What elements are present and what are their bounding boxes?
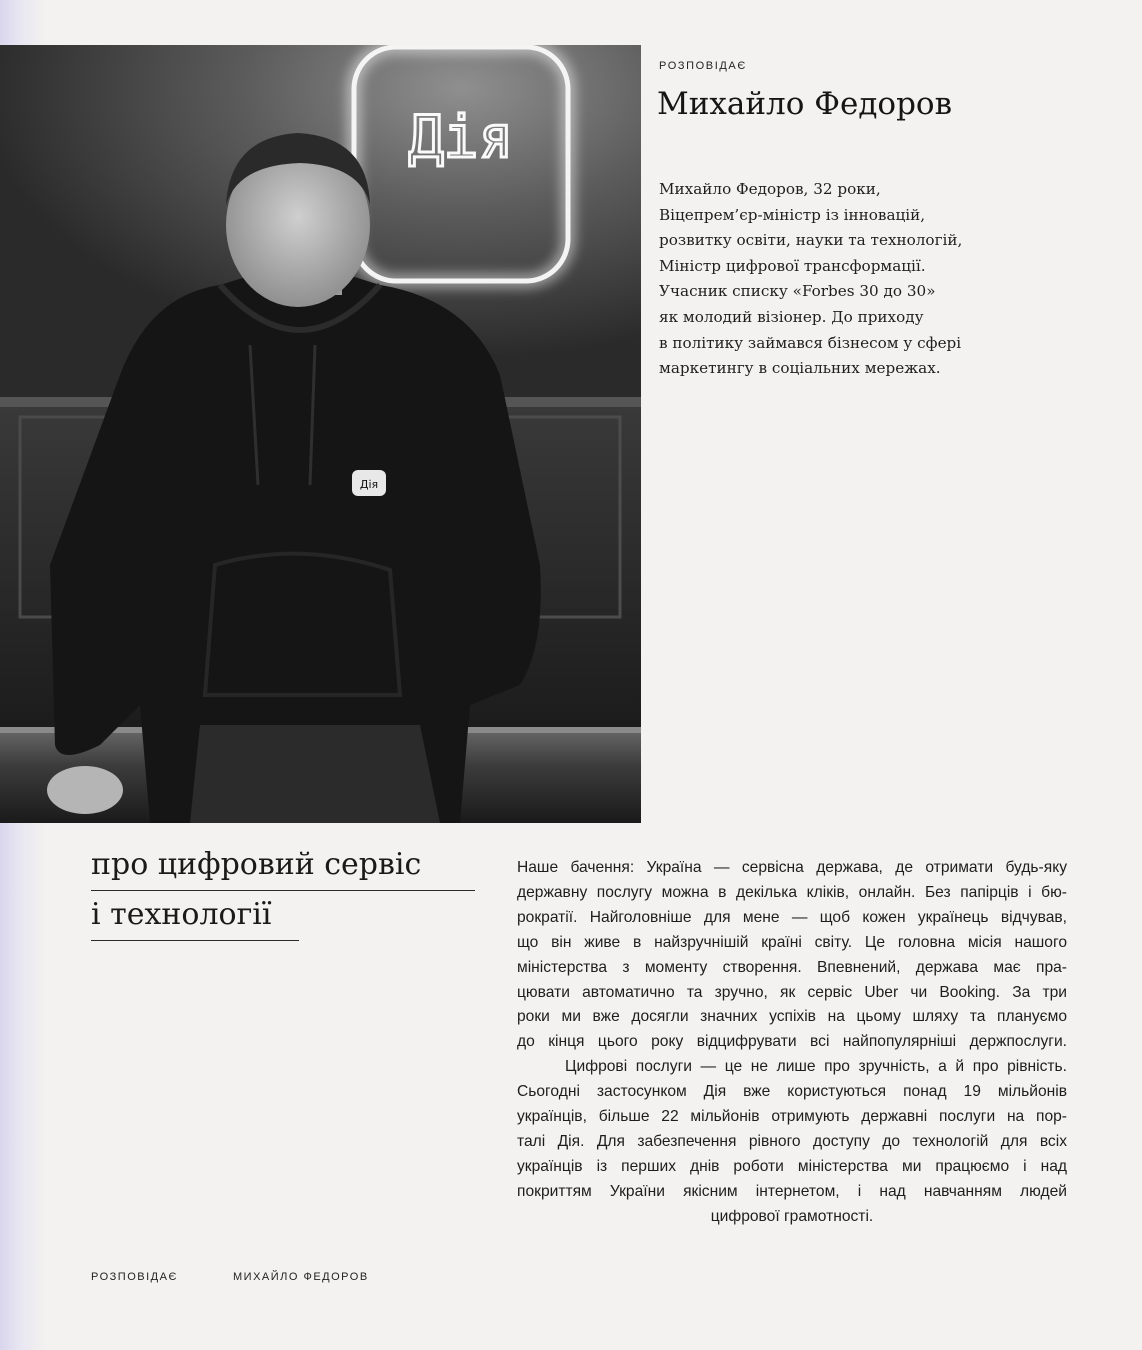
- body-line: міністерства з моменту створення. Впевнений, держава має пра-: [517, 958, 1067, 976]
- section-heading-line-1: про цифровий сервіс: [91, 843, 475, 891]
- body-line: українців із перших днів роботи міністерства ми працюємо і над: [517, 1157, 1067, 1175]
- hoodie-badge-text: Дія: [359, 478, 379, 491]
- body-line: Сьогодні застосунком Дія вже користуються понад 19 мільйонів: [517, 1083, 1067, 1101]
- body-line: до кінця цього року відцифрувати всі найпопулярніші держпослуги.: [517, 1033, 1067, 1051]
- footer-kicker: РОЗПОВІДАЄ: [91, 1271, 178, 1283]
- section-heading: [91, 843, 475, 941]
- neon-sign-text: Дія: [408, 103, 514, 171]
- bio-line: як молодий візіонер. До приходу: [659, 307, 924, 326]
- body-line: що він живе в найзручнішій країні світу. Це головна місія нашого: [517, 933, 1067, 951]
- bio-line: розвитку освіти, науки та технологій,: [659, 231, 963, 250]
- portrait-photo: [0, 45, 641, 823]
- author-bio: [659, 177, 989, 382]
- article-body: [517, 856, 1067, 1230]
- footer-author-name: МИХАЙЛО ФЕДОРОВ: [233, 1271, 369, 1283]
- bio-line: в політику займався бізнесом у сфері: [659, 333, 962, 352]
- body-line: цювати автоматично та зручно, як сервіс Uber чи Booking. За три: [517, 983, 1067, 1001]
- bio-line: маркетингу в соціальних мережах.: [659, 359, 941, 378]
- body-line: цифрової грамотності.: [710, 1207, 874, 1225]
- author-name-title: Михайло Федоров: [657, 86, 953, 122]
- body-line: рократії. Найголовніше для мене — щоб кожен українець відчував,: [517, 908, 1067, 926]
- body-line: державну послугу можна в декілька кліків, онлайн. Без папірців і бю-: [517, 883, 1067, 901]
- body-line: Наше бачення: Україна — сервісна держава, де отримати будь-яку: [517, 859, 1067, 876]
- bio-line: Учасник списку «Forbes 30 до 30»: [659, 282, 936, 301]
- section-heading-line-2: і технології: [91, 893, 299, 941]
- bio-line: Міністр цифрової трансформації.: [659, 256, 926, 275]
- body-line: українців, більше 22 мільйонів отримують державні послуги на пор-: [517, 1108, 1067, 1126]
- body-line: покриттям України якісним інтернетом, і над навчанням людей: [517, 1182, 1067, 1200]
- body-line: роки ми вже досягли значних успіхів на цьому шляху та плануємо: [517, 1008, 1067, 1026]
- bio-line: Віцепрем’єр-міністр із інновацій,: [659, 205, 926, 224]
- body-line: Цифрові послуги — це не лише про зручність, а й про рівність.: [565, 1058, 1067, 1076]
- kicker-label: РОЗПОВІДАЄ: [659, 60, 747, 72]
- bio-line: Михайло Федоров, 32 роки,: [659, 180, 881, 198]
- body-line: талі Дія. Для забезпечення рівного доступу до технологій для всіх: [517, 1132, 1067, 1150]
